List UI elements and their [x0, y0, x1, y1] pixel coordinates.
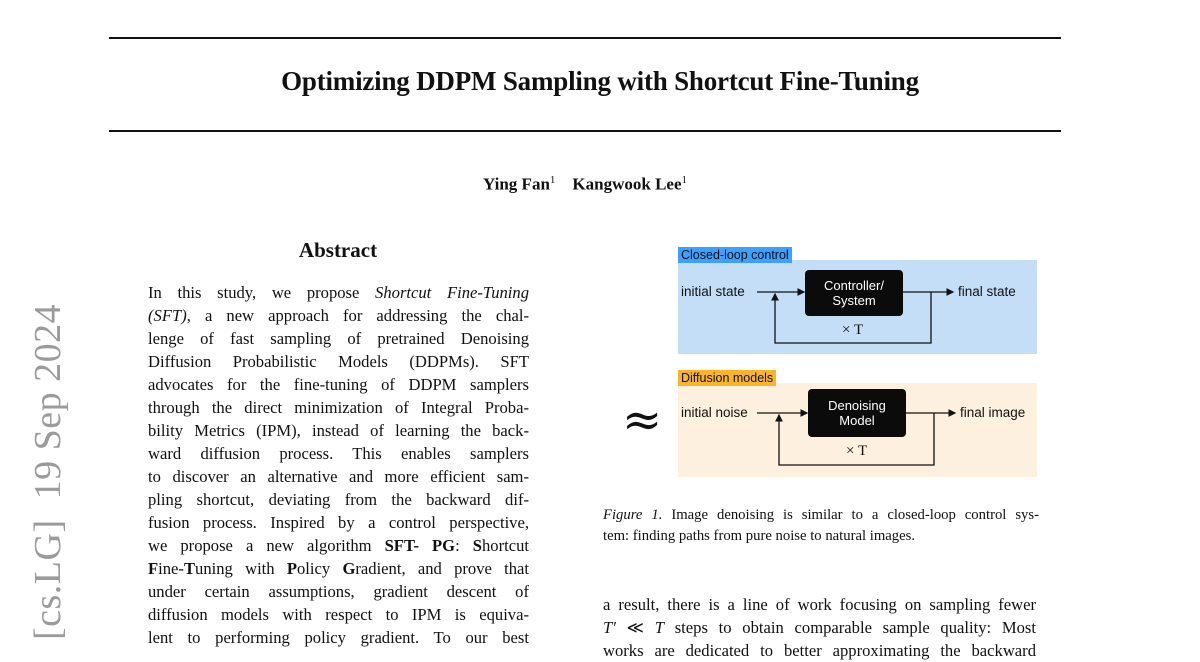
closed-loop-input-label: initial state	[681, 284, 745, 299]
author-name: Kangwook Lee	[572, 174, 682, 194]
affiliation-mark: 1	[681, 174, 687, 186]
controller-system-block	[805, 270, 903, 316]
author-name: Ying Fan	[482, 174, 550, 194]
body-line: works are dedicated to better approximating the backward	[603, 641, 1036, 660]
abstract-line: bility Metrics (IPM), instead of learning the back-	[148, 421, 529, 440]
abstract-line: through the direct minimization of Integral Proba-	[148, 398, 529, 417]
abstract-line: diffusion models with respect to IPM is equiva-	[148, 605, 529, 624]
abstract-line: ward diffusion process. This enables samplers	[148, 444, 529, 463]
abstract-line: fusion process. Inspired by a control perspective,	[148, 513, 529, 532]
diffusion-tag: Diffusion models	[678, 370, 776, 386]
abstract-line: (SFT), a new approach for addressing the chal-	[148, 306, 529, 325]
block-line: Controller/	[824, 278, 884, 293]
abstract-line: to discover an alternative and more efficient sam-	[148, 467, 529, 486]
abstract-line: Fine-Tuning with Policy Gradient, and prove that	[148, 559, 529, 578]
diffusion-output-label: final image	[960, 405, 1026, 420]
paper-title: Optimizing DDPM Sampling with Shortcut Fine-Tuning	[281, 66, 919, 96]
affiliation-mark: 1	[549, 174, 556, 186]
loop-count-label: × T	[846, 443, 868, 459]
abstract-line: lenge of fast sampling of pretrained Denoising	[148, 329, 529, 348]
abstract-line: In this study, we propose Shortcut Fine-Tuning	[148, 283, 529, 302]
caption-line: tem: finding paths from pure noise to natural images.	[603, 528, 916, 544]
arxiv-stamp: [cs.LG] 19 Sep 2024	[27, 303, 69, 640]
abstract-heading: Abstract	[298, 238, 378, 262]
abstract-line: pling shortcut, deviating from the backward dif-	[148, 490, 529, 509]
abstract-line: Diffusion Probabilistic Models (DDPMs). SFT	[148, 352, 529, 371]
body-line: T′ ≪ T steps to obtain comparable sample quality: Most	[603, 618, 1036, 637]
block-line: System	[832, 293, 876, 308]
body-line: a result, there is a line of work focusing on sampling fewer	[603, 595, 1036, 614]
closed-loop-output-label: final state	[958, 284, 1016, 299]
abstract-line: under certain assumptions, gradient descent of	[148, 582, 529, 601]
abstract-line: advocates for the fine-tuning of DDPM samplers	[148, 375, 529, 394]
caption-label: Figure 1.	[603, 507, 663, 523]
closed-loop-tag: Closed-loop control	[678, 247, 792, 263]
abstract-line: lent to performing policy gradient. To our best	[148, 628, 529, 647]
block-line: Denoising	[828, 398, 886, 413]
figure-caption	[603, 505, 1039, 547]
diffusion-input-label: initial noise	[681, 405, 748, 420]
abstract-line: we propose a new algorithm SFT- PG: Shortcut	[148, 536, 529, 555]
block-line: Model	[839, 413, 875, 428]
loop-count-label: × T	[842, 322, 864, 338]
approx-symbol: ≈	[622, 392, 663, 448]
denoising-model-block	[808, 389, 906, 437]
caption-line: Figure 1. Image denoising is similar to a closed-loop control sys-	[603, 507, 1039, 523]
